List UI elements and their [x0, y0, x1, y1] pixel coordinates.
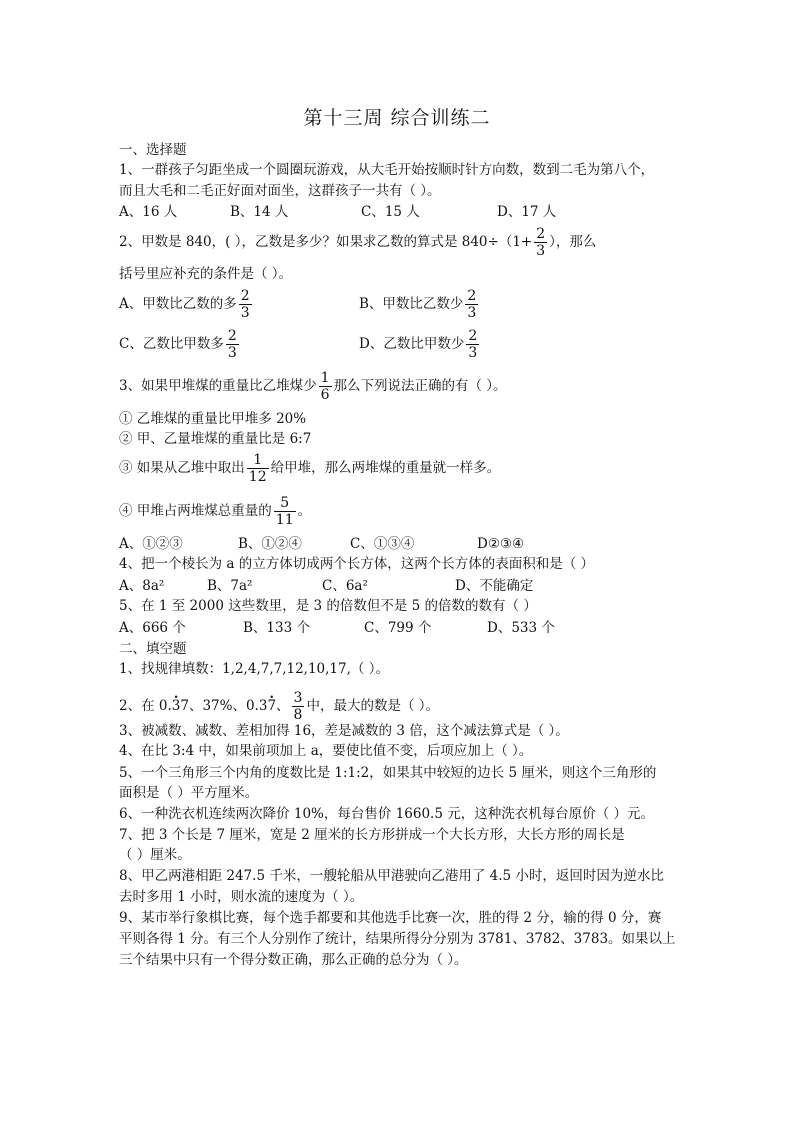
q3-option-a: A、①②③: [119, 536, 183, 552]
fraction: $\frac{2}{3}$: [467, 288, 477, 321]
q1-option-a: A、16 人: [119, 204, 178, 220]
q2-option-a: A、甲数比乙数的多 $\frac{2}{3}$: [119, 288, 250, 321]
fraction: $\frac{5}{11}$: [275, 495, 294, 528]
section-heading-fill: 二、填空题: [119, 641, 187, 657]
q4-option-c: C、6a²: [322, 578, 368, 594]
q5-option-b: B、133 个: [243, 620, 310, 636]
q1-option-b: B、14 人: [230, 204, 289, 220]
q2-line2: 括号里应补充的条件是（ ）。: [119, 266, 293, 282]
section-heading-choice: 一、选择题: [119, 142, 187, 158]
fill-9-line1: 9、某市举行象棋比赛，每个选手都要和其他选手比赛一次，胜的得 2 分，输的得 0 分，赛: [119, 910, 662, 926]
q3-option-d: D②③④: [477, 536, 525, 552]
fill-1: 1、找规律填数：1,2,4,7,7,12,10,17,（ ）。: [119, 661, 389, 677]
q3-line: 3、如果甲堆煤的重量比乙堆煤少 $\frac{1}{6}$ 那么下列说法正确的有（ ）。: [119, 370, 507, 403]
fraction: $\frac{1}{12}$: [248, 452, 267, 485]
fill-4: 4、在比 3:4 中，如果前项加上 a，要使比值不变，后项应加上（ ）。: [119, 743, 533, 759]
fill-5-line1: 5、一个三角形三个内角的度数比是 1:1:2，如果其中较短的边长 5 厘米，则这个三角形的: [119, 765, 657, 781]
q2-option-b: B、甲数比乙数少 $\frac{2}{3}$: [359, 288, 477, 321]
q3-option-b: B、①②④: [238, 536, 302, 552]
fraction: $\frac{2}{3}$: [227, 328, 237, 361]
fraction: $\frac{2}{3}$: [536, 226, 546, 259]
q3-statement-1: ① 乙堆煤的重量比甲堆多 20%: [119, 411, 307, 427]
q5-option-c: C、799 个: [364, 620, 432, 636]
q1-option-c: C、15 人: [361, 204, 420, 220]
fill-9-line2: 平则各得 1 分。有三个人分别作了统计，结果所得分分别为 3781、3782、3783。如果以上: [119, 931, 676, 947]
q3-statement-2: ② 甲、乙量堆煤的重量比是 6:7: [119, 431, 312, 447]
fraction: $\frac{2}{3}$: [468, 328, 478, 361]
q4-option-b: B、7a²: [207, 578, 253, 594]
q5-option-d: D、533 个: [487, 620, 555, 636]
q1-line1: 1、一群孩子匀距坐成一个圆圈玩游戏，从大毛开始按顺时针方向数，数到二毛为第八个，: [119, 162, 655, 178]
fraction: $\frac{2}{3}$: [240, 288, 250, 321]
q3-statement-3: ③ 如果从乙堆中取出 $\frac{1}{12}$ 给甲堆，那么两堆煤的重量就一样多。: [119, 452, 501, 485]
page-title: 第十三周 综合训练二: [303, 107, 491, 129]
fill-7-line2: （ ）厘米。: [119, 847, 191, 863]
q5-option-a: A、666 个: [119, 620, 186, 636]
q1-option-d: D、17 人: [497, 204, 557, 220]
fill-9-line3: 三个结果中只有一个得分数正确，那么正确的总分为（ ）。: [119, 952, 468, 968]
q3-option-c: C、①③④: [350, 536, 415, 552]
q4-option-a: A、8a²: [119, 578, 165, 594]
fill-8-line1: 8、甲乙两港相距 247.5 千米，一艘轮船从甲港驶向乙港用了 4.5 小时，返回时因为逆水比: [119, 868, 664, 884]
fraction: $\frac{3}{8}$: [293, 690, 303, 723]
q2-text-b: ），那么: [549, 234, 597, 250]
q3-statement-4: ④ 甲堆占两堆煤总重量的 $\frac{5}{11}$ 。: [119, 495, 312, 528]
q2-option-c: C、乙数比甲数多 $\frac{2}{3}$: [119, 328, 237, 361]
q2-option-d: D、乙数比甲数少 $\frac{2}{3}$: [359, 328, 478, 361]
q4-line: 4、把一个棱长为 a 的立方体切成两个长方体，这两个长方体的表面积和是（ ）: [119, 556, 595, 572]
fill-8-line2: 去时多用 1 小时，则水流的速度为（ ）。: [119, 889, 364, 905]
fill-5-line2: 面积是（ ）平方厘米。: [119, 785, 259, 801]
q5-line: 5、在 1 至 2000 这些数里，是 3 的倍数但不是 5 的倍数的数有（ ）: [119, 598, 537, 614]
q2-line1: [119, 226, 596, 259]
fill-7-line1: 7、把 3 个长是 7 厘米，宽是 2 厘米的长方形拼成一个大长方形，大长方形的周长是: [119, 827, 625, 843]
q4-option-d: D、不能确定: [455, 578, 534, 594]
fraction: $\frac{1}{6}$: [320, 370, 330, 403]
fill-2: 2、在 0.3 •7、37%、0.37 •、 $\frac{3}{8}$ 中，最大的数是（ ）。: [119, 690, 439, 723]
fill-6: 6、一种洗衣机连续两次降价 10%，每台售价 1660.5 元，这种洗衣机每台原价（ ）元。: [119, 806, 654, 822]
q2-text-a: 2、甲数是 840，( ），乙数是多少？如果求乙数的算式是 840÷（1+: [119, 234, 533, 250]
q1-line2: 而且大毛和二毛正好面对面坐，这群孩子一共有（ ）。: [119, 183, 441, 199]
fill-3: 3、被减数、减数、差相加得 16，差是减数的 3 倍，这个减法算式是（ ）。: [119, 723, 569, 739]
